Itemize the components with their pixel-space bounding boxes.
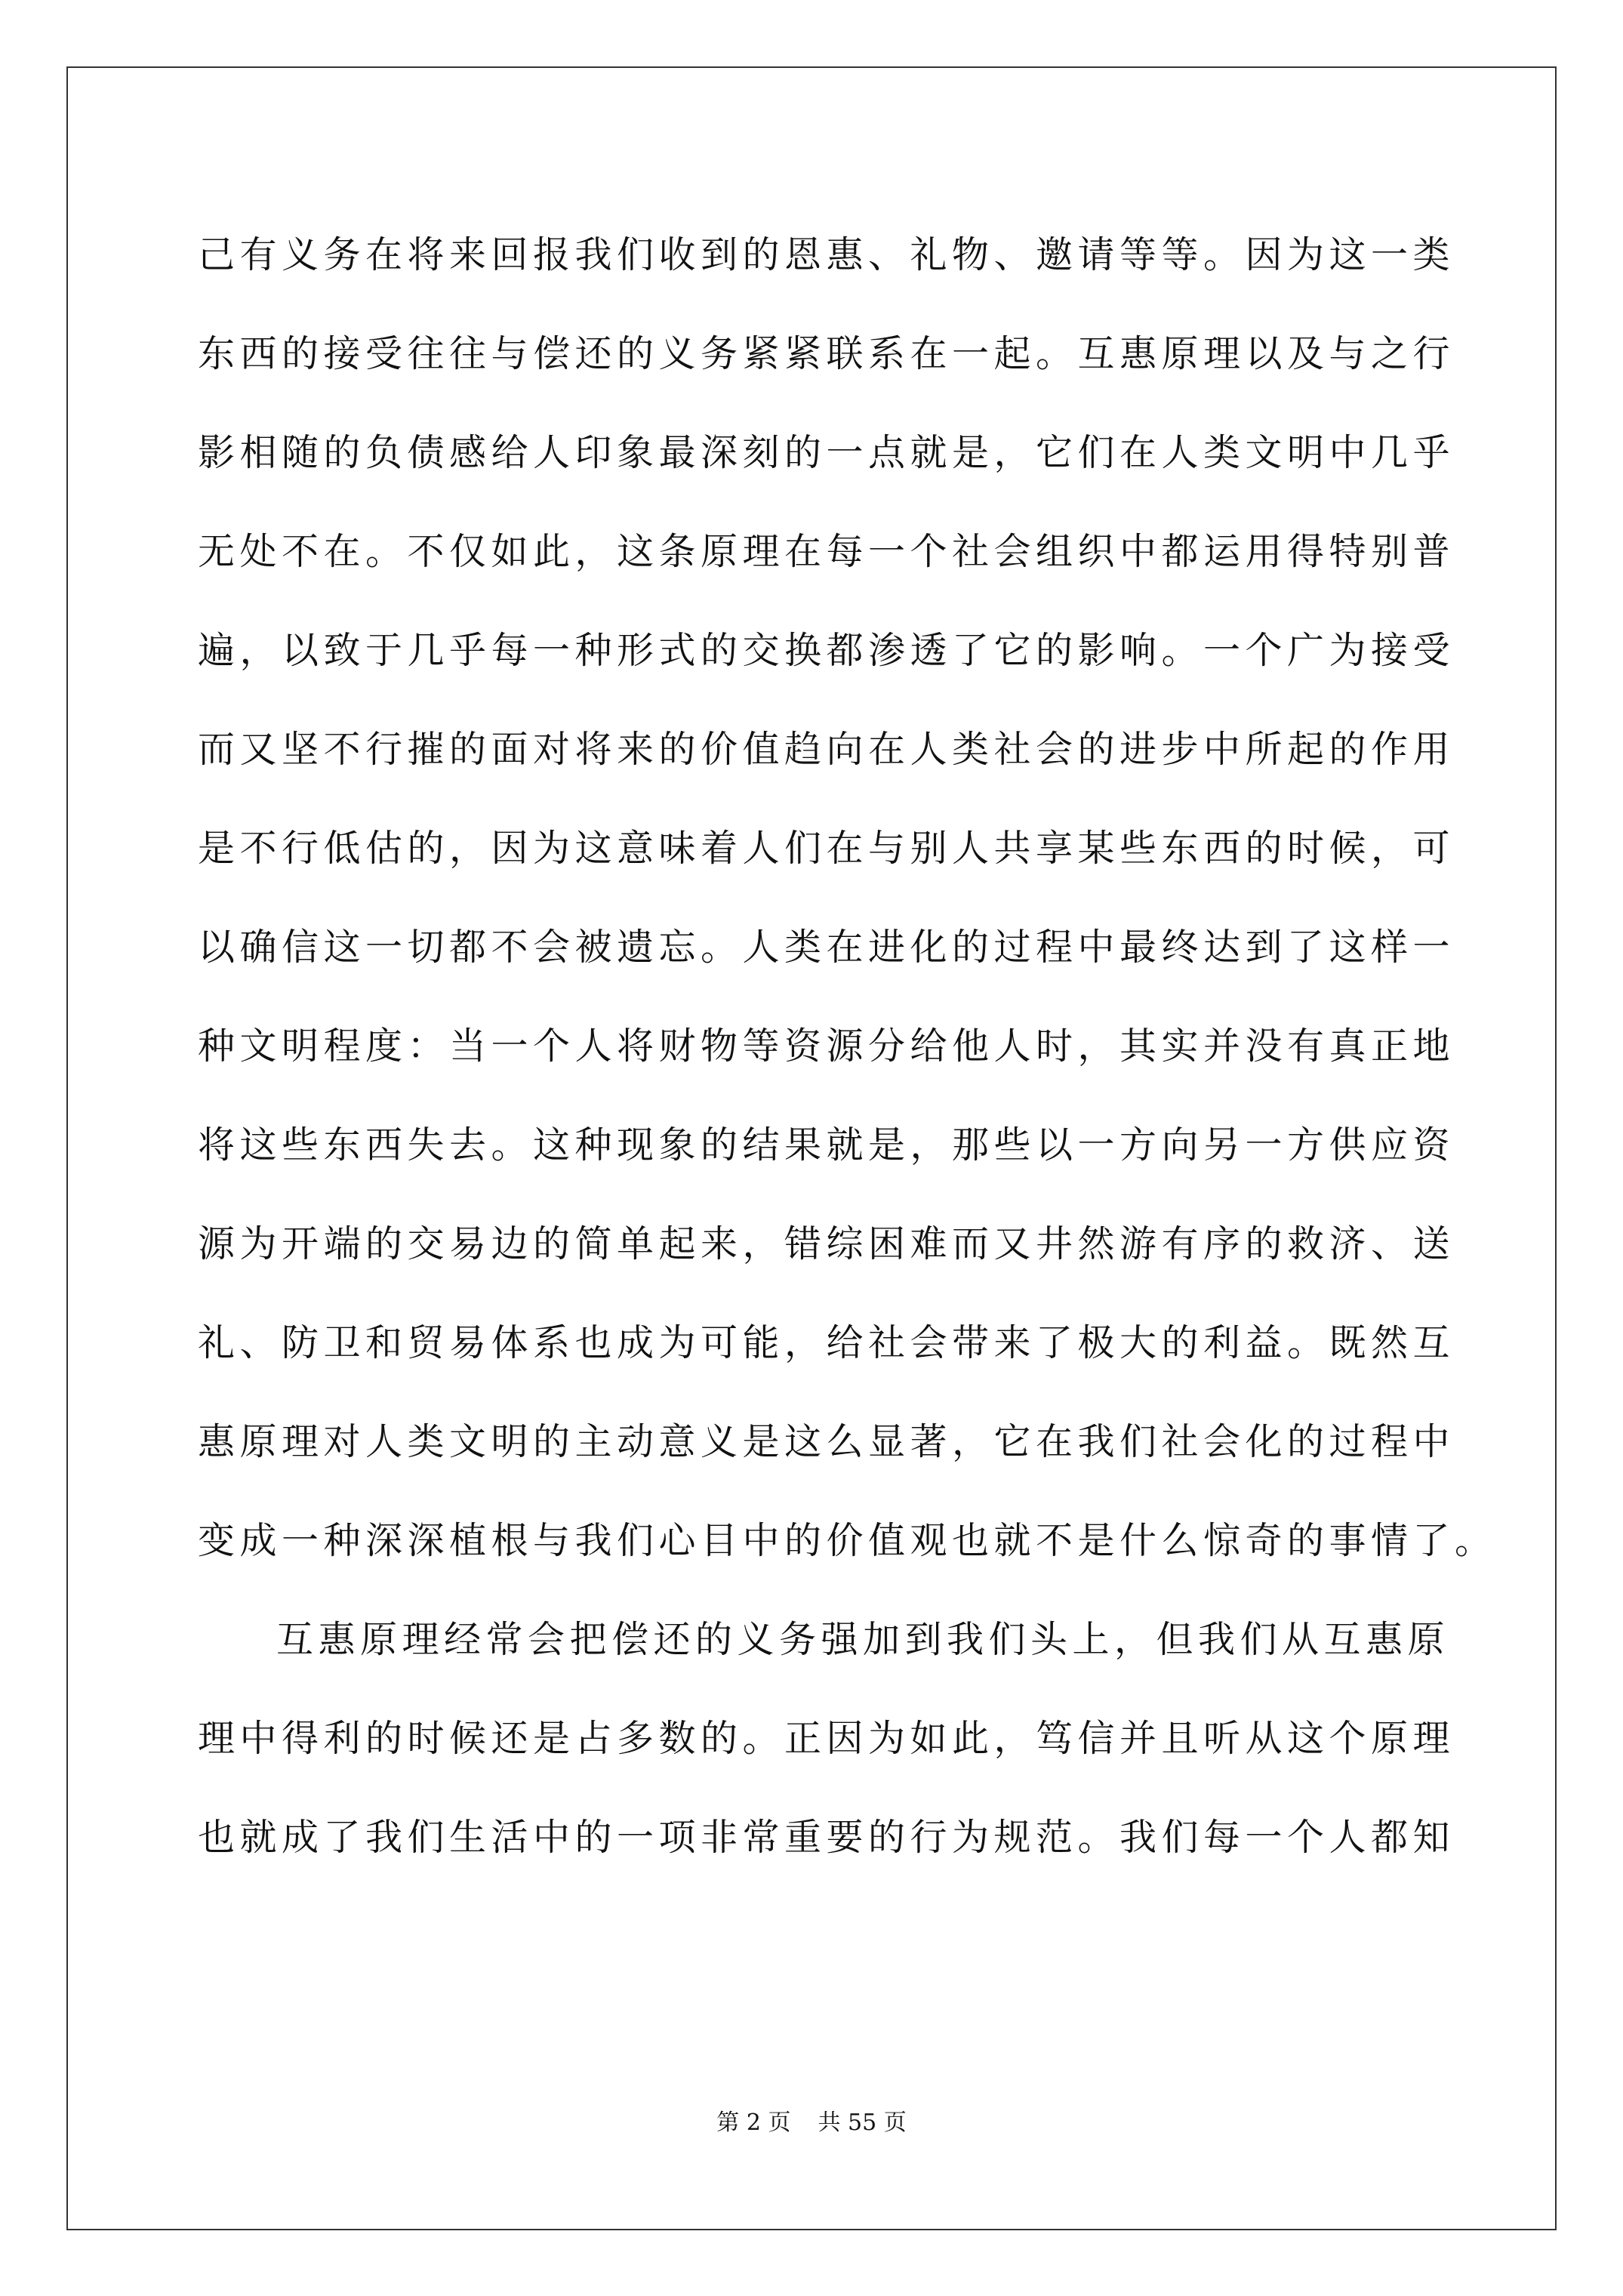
- text-line: 东西的接受往往与偿还的义务紧紧联系在一起。互惠原理以及与之行: [198, 332, 1455, 375]
- text-line: 礼、防卫和贸易体系也成为可能，给社会带来了极大的利益。既然互: [198, 1321, 1455, 1364]
- page-total: 共 55 页: [818, 2110, 907, 2136]
- text-line: 也就成了我们生活中的一项非常重要的行为规范。我们每一个人都知: [198, 1816, 1455, 1859]
- page-number: 第 2 页: [716, 2110, 791, 2136]
- text-line: 而又坚不行摧的面对将来的价值趋向在人类社会的进步中所起的作用: [198, 728, 1455, 771]
- text-line: 变成一种深深植根与我们心目中的价值观也就不是什么惊奇的事情了。: [198, 1519, 1497, 1562]
- text-line: 己有义务在将来回报我们收到的恩惠、礼物、邀请等等。因为这一类: [198, 233, 1455, 276]
- text-line: 是不行低估的，因为这意味着人们在与别人共享某些东西的时候，可: [198, 827, 1455, 870]
- text-line: 惠原理对人类文明的主动意义是这么显著，它在我们社会化的过程中: [198, 1420, 1455, 1463]
- text-line: 源为开端的交易边的简单起来，错综困难而又井然游有序的救济、送: [198, 1222, 1455, 1265]
- text-line: 影相随的负债感给人印象最深刻的一点就是，它们在人类文明中几乎: [198, 431, 1455, 474]
- text-line: 种文明程度：当一个人将财物等资源分给他人时，其实并没有真正地: [198, 1025, 1455, 1068]
- text-line: 无处不在。不仅如此，这条原理在每一个社会组织中都运用得特别普: [198, 530, 1455, 573]
- paragraph-start-line: 互惠原理经常会把偿还的义务强加到我们头上，但我们从互惠原: [276, 1618, 1450, 1661]
- text-line: 理中得利的时候还是占多数的。正因为如此，笃信并且听从这个原理: [198, 1717, 1455, 1760]
- text-line: 将这些东西失去。这种现象的结果就是，那些以一方向另一方供应资: [198, 1123, 1455, 1166]
- page-footer: [0, 2103, 1623, 2137]
- document-body: [198, 205, 1497, 1887]
- text-line: 以确信这一切都不会被遗忘。人类在进化的过程中最终达到了这样一: [198, 926, 1455, 969]
- text-line: 遍，以致于几乎每一种形式的交换都渗透了它的影响。一个广为接受: [198, 629, 1455, 672]
